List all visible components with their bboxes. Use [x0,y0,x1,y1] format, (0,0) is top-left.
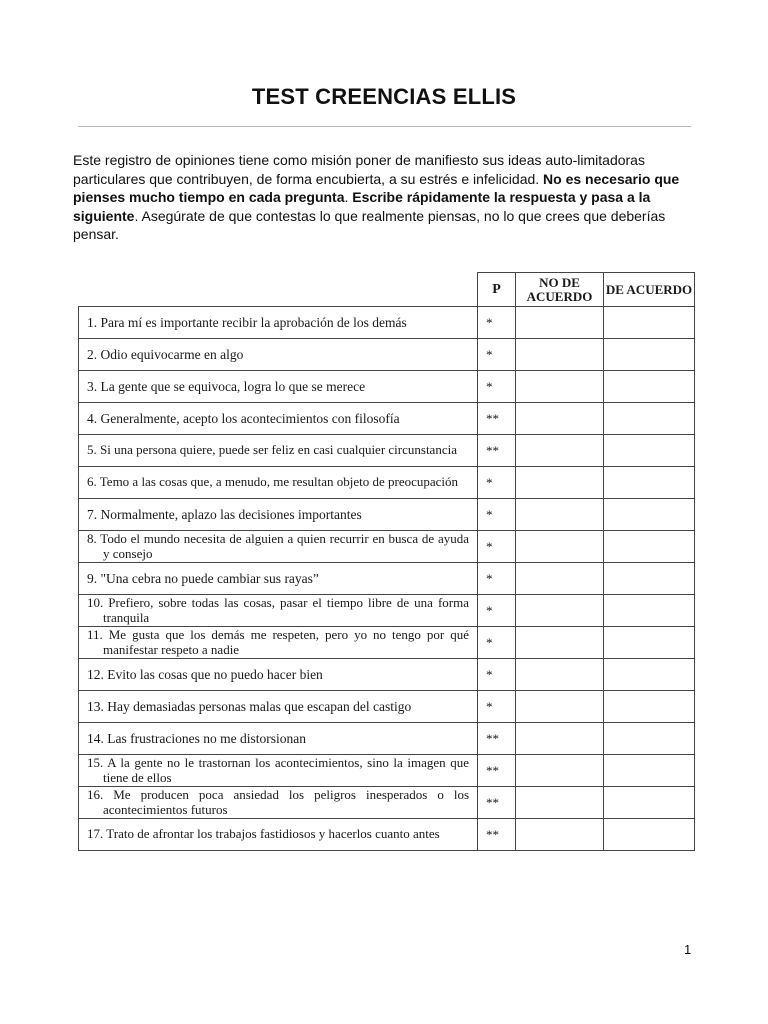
table-row [79,531,695,563]
statement-cell [79,467,478,499]
disagree-answer-cell[interactable] [516,467,604,499]
p-mark-cell: * [478,659,516,691]
p-mark-cell: * [478,595,516,627]
instructions-text-1: Este registro de opiniones tiene como misión poner de manifiesto sus ideas auto-limitadoras particulares que contribuyen, de forma encubierta, a su estrés e infelicidad. [73,152,645,187]
beliefs-test-table [78,272,695,851]
agree-answer-cell[interactable] [604,531,695,563]
statement-cell [79,563,478,595]
agree-answer-cell[interactable] [604,403,695,435]
page-number: 1 [684,942,692,957]
statement-cell [79,659,478,691]
statement-cell [79,339,478,371]
agree-answer-cell[interactable] [604,755,695,787]
agree-answer-cell[interactable] [604,691,695,723]
p-mark-cell: * [478,307,516,339]
statement-text: 13. Hay demasiadas personas malas que escapan del castigo [87,698,412,714]
statement-text: 14. Las frustraciones no me distorsionan [87,730,306,746]
agree-answer-cell[interactable] [604,307,695,339]
statement-text: 12. Evito las cosas que no puedo hacer bien [87,666,323,682]
statement-text: 2. Odio equivocarme en algo [87,346,244,362]
disagree-answer-cell[interactable] [516,627,604,659]
p-mark-cell: * [478,467,516,499]
statement-text: 10. Prefiero, sobre todas las cosas, pasar el tiempo libre de una forma tranquila [87,595,469,625]
statement-text: 17. Trato de afrontar los trabajos fastidiosos y hacerlos cuanto antes [87,826,440,842]
statement-cell [79,499,478,531]
statement-cell [79,691,478,723]
header-blank-cell [79,273,478,307]
disagree-answer-cell[interactable] [516,531,604,563]
instructions-text-2: . [344,189,353,205]
table-header-row [79,273,695,307]
table-row [79,307,695,339]
statement-text: 15. A la gente no le trastornan los acontecimientos, sino la imagen que tiene de ellos [87,755,469,785]
agree-answer-cell[interactable] [604,563,695,595]
statement-text: 3. La gente que se equivoca, logra lo que se merece [87,378,366,394]
statement-cell [79,787,478,819]
table-body [79,307,695,851]
instructions-text-3: . Asegúrate de que contestas lo que realmente piensas, no lo que crees que deberías pensar. [73,207,666,242]
statement-text: 1. Para mí es importante recibir la aprobación de los demás [87,314,407,330]
agree-answer-cell[interactable] [604,435,695,467]
p-mark-cell: ** [478,819,516,851]
table-row [79,435,695,467]
agree-answer-cell[interactable] [604,787,695,819]
agree-answer-cell[interactable] [604,723,695,755]
table-row [79,659,695,691]
statement-cell [79,307,478,339]
disagree-answer-cell[interactable] [516,435,604,467]
disagree-answer-cell[interactable] [516,723,604,755]
statement-cell [79,403,478,435]
disagree-answer-cell[interactable] [516,371,604,403]
disagree-answer-cell[interactable] [516,659,604,691]
p-mark-cell: * [478,691,516,723]
statement-text: 9. "Una cebra no puede cambiar sus rayas” [87,570,319,586]
statement-cell [79,819,478,851]
disagree-answer-cell[interactable] [516,755,604,787]
table-row [79,691,695,723]
statement-cell [79,755,478,787]
p-mark-cell: * [478,499,516,531]
statement-cell [79,595,478,627]
disagree-answer-cell[interactable] [516,595,604,627]
table-row [79,403,695,435]
header-disagree: NO DE ACUERDO [516,273,604,307]
disagree-answer-cell[interactable] [516,563,604,595]
statement-cell [79,435,478,467]
agree-answer-cell[interactable] [604,339,695,371]
statement-text: 6. Temo a las cosas que, a menudo, me resultan objeto de preocupación [87,474,459,490]
agree-answer-cell[interactable] [604,595,695,627]
disagree-answer-cell[interactable] [516,339,604,371]
header-agree: DE ACUERDO [604,273,695,307]
p-mark-cell: * [478,531,516,563]
p-mark-cell: * [478,371,516,403]
table-row [79,723,695,755]
statement-text: 4. Generalmente, acepto los acontecimientos con filosofía [87,410,400,426]
table-row [79,787,695,819]
statement-text: 16. Me producen poca ansiedad los peligros inesperados o los acontecimientos futuros [87,787,469,817]
p-mark-cell: ** [478,403,516,435]
table-row [79,339,695,371]
disagree-answer-cell[interactable] [516,787,604,819]
table-row [79,499,695,531]
agree-answer-cell[interactable] [604,371,695,403]
statement-text: 5. Si una persona quiere, puede ser feliz en casi cualquier circunstancia [87,442,457,458]
header-p: P [478,273,516,307]
statement-text: 7. Normalmente, aplazo las decisiones importantes [87,506,362,522]
p-mark-cell: * [478,339,516,371]
agree-answer-cell[interactable] [604,467,695,499]
agree-answer-cell[interactable] [604,819,695,851]
table-row [79,371,695,403]
p-mark-cell: ** [478,755,516,787]
table-row [79,819,695,851]
agree-answer-cell[interactable] [604,627,695,659]
instructions-bold-1: No es necesario que pienses mucho tiempo en cada pregunta [73,170,680,205]
statement-text: 11. Me gusta que los demás me respeten, pero yo no tengo por qué manifestar respeto a nadie [87,627,469,657]
statement-text: 8. Todo el mundo necesita de alguien a quien recurrir en busca de ayuda y consejo [87,531,469,561]
disagree-answer-cell[interactable] [516,307,604,339]
agree-answer-cell[interactable] [604,499,695,531]
page-title: TEST CREENCIAS ELLIS [251,84,517,109]
table-row [79,595,695,627]
disagree-answer-cell[interactable] [516,691,604,723]
statement-cell [79,371,478,403]
p-mark-cell: * [478,563,516,595]
instructions-bold-2: Escribe rápidamente la respuesta y pasa a la siguiente [73,189,651,224]
disagree-answer-cell[interactable] [516,499,604,531]
statement-cell [79,531,478,563]
instructions-paragraph [73,151,695,244]
disagree-answer-cell[interactable] [516,403,604,435]
disagree-answer-cell[interactable] [516,819,604,851]
table-row [79,755,695,787]
statement-cell [79,723,478,755]
table-row [79,627,695,659]
p-mark-cell: * [478,627,516,659]
p-mark-cell: ** [478,723,516,755]
title-divider [78,126,691,127]
table-row [79,563,695,595]
table-row [79,467,695,499]
statement-cell [79,627,478,659]
p-mark-cell: ** [478,435,516,467]
p-mark-cell: ** [478,787,516,819]
agree-answer-cell[interactable] [604,659,695,691]
